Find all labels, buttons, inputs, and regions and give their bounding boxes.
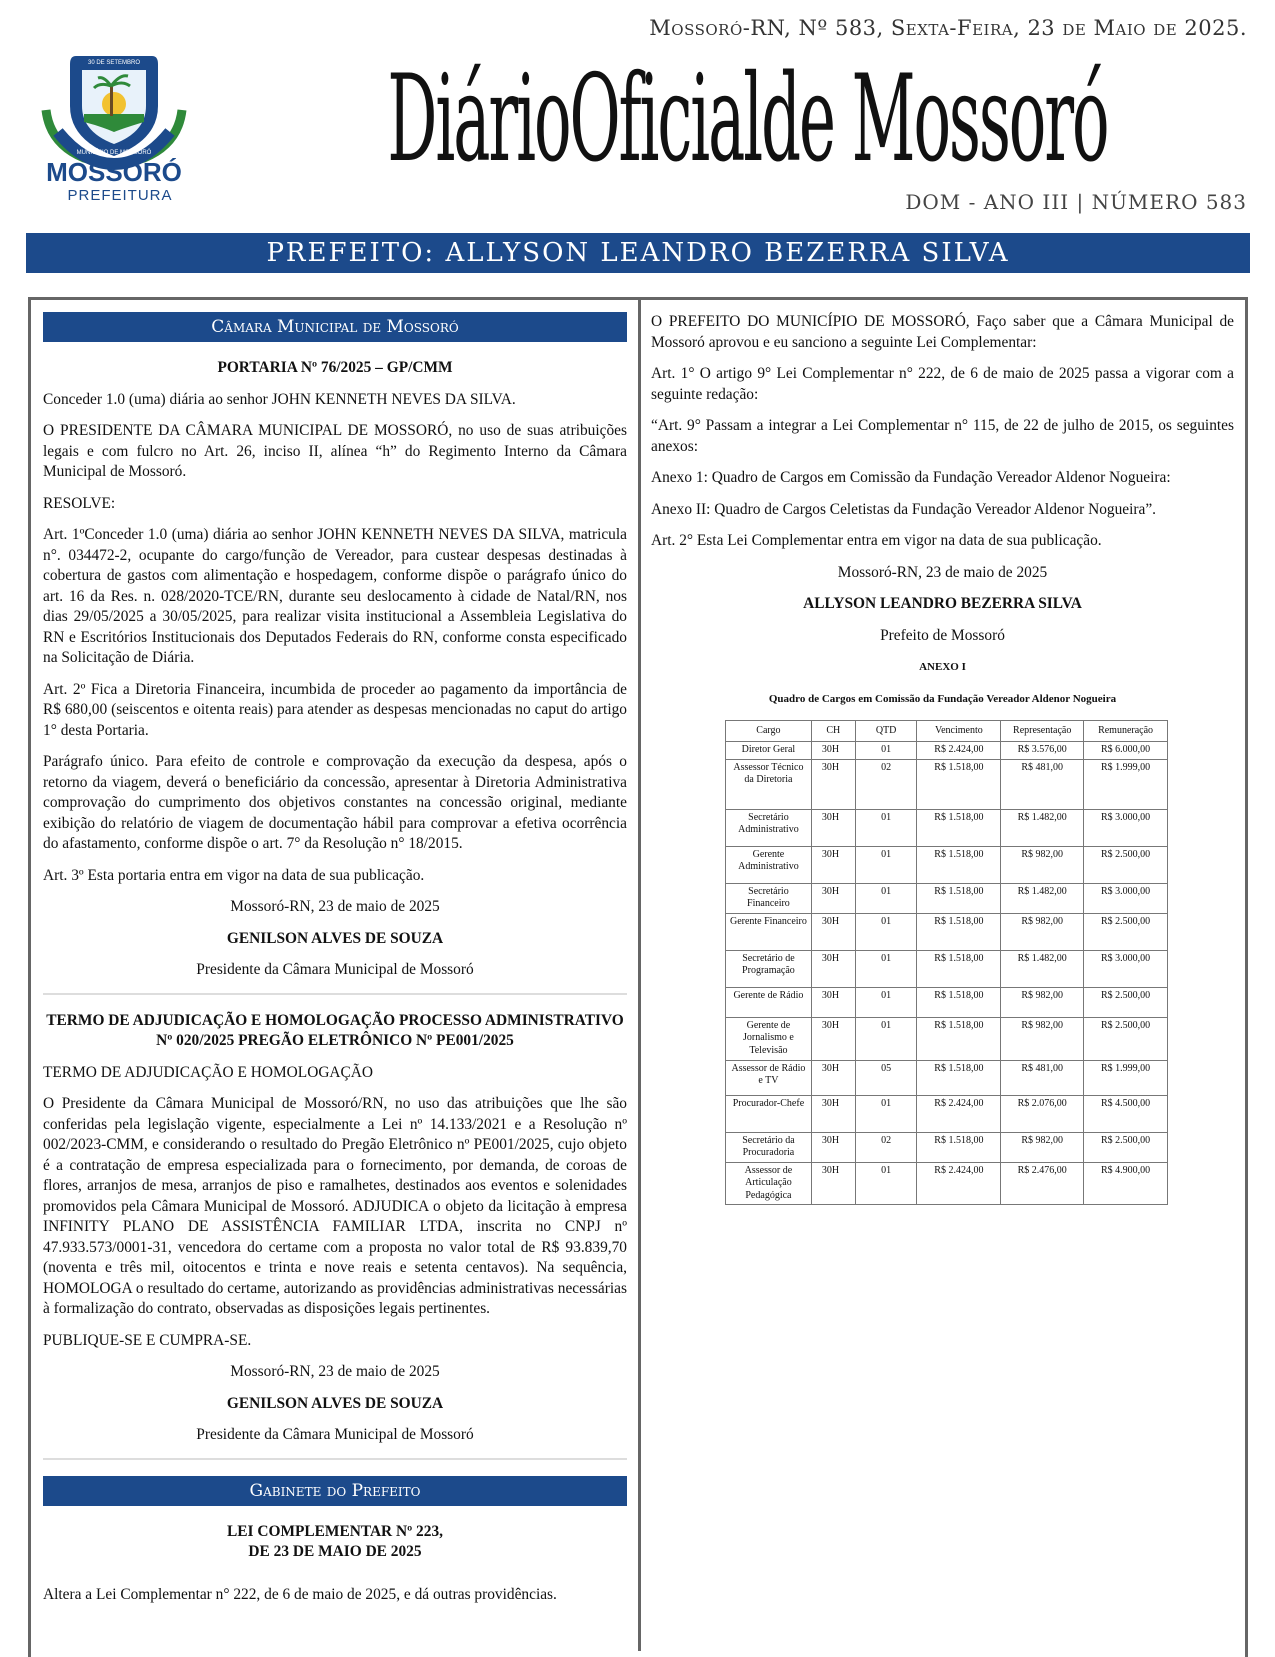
cell-qtd: 02 <box>855 1132 917 1162</box>
shield-emblem-icon <box>46 56 182 164</box>
termo-title: TERMO DE ADJUDICAÇÃO E HOMOLOGAÇÃO PROCESSO ADMINISTRATIVO Nº 020/2025 PREGÃO ELETRÔNICO Nº PE001/2025 <box>46 1011 624 1049</box>
cell-qtd: 01 <box>855 1095 917 1132</box>
cell-remuneracao: R$ 4.900,00 <box>1084 1162 1168 1205</box>
annex-header-qtd: QTD <box>855 721 917 742</box>
table-row <box>726 1095 1168 1132</box>
cell-qtd: 01 <box>855 950 917 987</box>
logo-ribbon-text: MUNICÍPIO DE MOSSORÓ <box>76 150 152 156</box>
cell-representacao: R$ 982,00 <box>1001 1132 1084 1162</box>
section-divider <box>43 993 627 995</box>
annex-header-representacao: Representação <box>1001 721 1084 742</box>
cell-remuneracao: R$ 2.500,00 <box>1084 913 1168 950</box>
cell-ch: 30H <box>811 759 855 809</box>
portaria-signer: GENILSON ALVES DE SOUZA <box>226 929 444 947</box>
portaria-art2: Art. 2º Fica a Diretoria Financeira, incumbida de proceder ao pagamento da importância de R$ 680,00 (seiscentos e oitenta reais) para atender as despesas mencionadas no caput do artigo 1° desta Portaria. <box>43 680 627 739</box>
cell-representacao: R$ 2.076,00 <box>1001 1095 1084 1132</box>
cell-vencimento: R$ 1.518,00 <box>917 913 1001 950</box>
cell-cargo: Assessor de Rádio e TV <box>726 1060 812 1095</box>
cell-ch: 30H <box>811 987 855 1017</box>
lei-art9-quote: “Art. 9° Passam a integrar a Lei Complementar n° 115, de 22 de julho de 2015, os seguintes anexos: <box>651 417 1234 455</box>
cell-vencimento: R$ 1.518,00 <box>917 1017 1001 1060</box>
cell-representacao: R$ 481,00 <box>1001 759 1084 809</box>
cell-ch: 30H <box>811 846 855 883</box>
cell-remuneracao: R$ 2.500,00 <box>1084 987 1168 1017</box>
cell-vencimento: R$ 1.518,00 <box>917 809 1001 846</box>
cell-representacao: R$ 982,00 <box>1001 1017 1084 1060</box>
lei-title-line2: DE 23 DE MAIO DE 2025 <box>248 1543 422 1560</box>
cell-vencimento: R$ 2.424,00 <box>917 1095 1001 1132</box>
cell-qtd: 01 <box>855 742 917 760</box>
table-row <box>726 987 1168 1017</box>
lei-place-date: Mossoró-RN, 23 de maio de 2025 <box>837 563 1048 581</box>
lei-art2: Art. 2° Esta Lei Complementar entra em vigor na data de sua publicação. <box>651 532 1102 549</box>
cell-qtd: 01 <box>855 913 917 950</box>
cell-vencimento: R$ 1.518,00 <box>917 987 1001 1017</box>
portaria-summary: Conceder 1.0 (uma) diária ao senhor JOHN KENNETH NEVES DA SILVA. <box>43 390 516 408</box>
cell-qtd: 01 <box>855 987 917 1017</box>
portaria-place-date: Mossoró-RN, 23 de maio de 2025 <box>230 898 440 915</box>
mayor-banner: PREFEITO: ALLYSON LEANDRO BEZERRA SILVA <box>26 233 1250 273</box>
table-row <box>726 809 1168 846</box>
termo-place-date: Mossoró-RN, 23 de maio de 2025 <box>230 1363 440 1380</box>
cell-representacao: R$ 1.482,00 <box>1001 883 1084 913</box>
section-header-camara: Câmara Municipal de Mossoró <box>43 312 627 342</box>
portaria-title: PORTARIA Nº 76/2025 – GP/CMM <box>217 359 453 376</box>
cell-remuneracao: R$ 4.500,00 <box>1084 1095 1168 1132</box>
cell-qtd: 01 <box>855 809 917 846</box>
termo-subtitle: TERMO DE ADJUDICAÇÃO E HOMOLOGAÇÃO <box>43 1063 374 1081</box>
cell-cargo: Secretário da Procuradoria <box>726 1132 812 1162</box>
cell-cargo: Assessor de Articulação Pedagógica <box>726 1162 812 1205</box>
cell-cargo: Secretário Administrativo <box>726 809 812 846</box>
table-row <box>726 913 1168 950</box>
section-divider <box>43 1458 627 1460</box>
table-row <box>726 1132 1168 1162</box>
cell-remuneracao: R$ 2.500,00 <box>1084 1132 1168 1162</box>
portaria-art3: Art. 3º Esta portaria entra em vigor na data de sua publicação. <box>43 866 425 884</box>
cell-representacao: R$ 481,00 <box>1001 1060 1084 1095</box>
cell-ch: 30H <box>811 883 855 913</box>
cell-representacao: R$ 2.476,00 <box>1001 1162 1084 1205</box>
cell-vencimento: R$ 1.518,00 <box>917 1060 1001 1095</box>
cell-vencimento: R$ 1.518,00 <box>917 759 1001 809</box>
section-header-gabinete: Gabinete do Prefeito <box>43 1476 627 1506</box>
table-row <box>726 846 1168 883</box>
termo-body: O Presidente da Câmara Municipal de Mossoró/RN, no uso das atribuições que lhe são conferidas pela legislação vigente, especialmente a Lei nº 14.133/2021 e a Resolução nº 002/2023-CMM, e considerando o resultado do Pregão Eletrônico nº PE001/2025, cujo objeto é a contratação de empresa especializada para o fornecimento, por demanda, de coroas de flores, arranjos de mesa, arranjos de piso e ramalhetes, destinados aos eventos e solenidades promovidos pela Câmara Municipal de Mossoró. ADJUDICA o objeto da licitação à empresa INFINITY PLANO DE ASSISTÊNCIA FAMILIAR LTDA, inscrita no CNPJ nº 47.933.573/0001-31, vencedora do certame com a proposta no valor total de R$ 93.839,70 (noventa e três mil, oitocentos e trinta e nove reais e setenta centavos). Na sequência, HOMOLOGA o resultado do certame, autorizando as providências administrativas necessárias à formalização do contrato, observadas as disposições legais pertinentes. <box>43 1095 627 1317</box>
cell-ch: 30H <box>811 742 855 760</box>
termo-publique: PUBLIQUE-SE E CUMPRA-SE. <box>43 1331 252 1349</box>
cell-vencimento: R$ 1.518,00 <box>917 1132 1001 1162</box>
table-row <box>726 950 1168 987</box>
annex-table <box>725 720 1168 1205</box>
cell-remuneracao: R$ 3.000,00 <box>1084 883 1168 913</box>
annex-table-body <box>726 742 1168 1205</box>
cell-cargo: Gerente Administrativo <box>726 846 812 883</box>
lei-anexo2: Anexo II: Quadro de Cargos Celetistas da Fundação Vereador Aldenor Nogueira”. <box>651 500 1157 518</box>
cell-qtd: 01 <box>855 846 917 883</box>
cell-representacao: R$ 1.482,00 <box>1001 950 1084 987</box>
cell-vencimento: R$ 1.518,00 <box>917 883 1001 913</box>
cell-cargo: Diretor Geral <box>726 742 812 760</box>
lei-signer-role: Prefeito de Mossoró <box>880 626 1005 644</box>
cell-qtd: 01 <box>855 1162 917 1205</box>
prefeitura-logo <box>24 48 204 208</box>
table-row <box>726 1017 1168 1060</box>
cell-remuneracao: R$ 3.000,00 <box>1084 950 1168 987</box>
logo-banner-text: 30 DE SETEMBRO <box>87 60 141 66</box>
portaria-paragrafo-unico: Parágrafo único. Para efeito de controle e comprovação da execução da despesa, após o retorno da viagem, deverá o beneficiário da concessão, apresentar à Diretoria Administrativa comprovação do cumprimento dos objetivos constantes na concessão original, mediante exibição do relatório de viagem de documentação hábil para comprovar a efetiva ocorrência do afastamento, conforme dispõe o art. 7° da Resolução n° 18/2015. <box>43 753 627 852</box>
table-row <box>726 1162 1168 1205</box>
portaria-signer-role: Presidente da Câmara Municipal de Mossoró <box>196 961 474 978</box>
cell-remuneracao: R$ 6.000,00 <box>1084 742 1168 760</box>
lei-ementa: Altera a Lei Complementar n° 222, de 6 de maio de 2025, e dá outras providências. <box>43 1585 557 1603</box>
cell-cargo: Secretário Financeiro <box>726 883 812 913</box>
lei-signer: ALLYSON LEANDRO BEZERRA SILVA <box>803 595 1082 612</box>
table-row <box>726 883 1168 913</box>
cell-representacao: R$ 1.482,00 <box>1001 809 1084 846</box>
portaria-art1: Art. 1ºConceder 1.0 (uma) diária ao senhor JOHN KENNETH NEVES DA SILVA, matricula n°. 034472-2, ocupante do cargo/função de Vereador, para custear despesas destinadas à cobertura de gastos com alimentação e hospedagem, conforme dispõe o parágrafo único do art. 16 da Res. n. 028/2020-TCE/RN, durante seu deslocamento à cidade de Natal/RN, nos dias 29/05/2025 a 30/05/2025, para realizar visita institucional a Assembleia Legislativa do RN e Escritórios Institucionais dos Deputados Federais do RN, conforme consta especificado na Solicitação de Diária. <box>43 526 627 666</box>
masthead <box>232 30 1262 189</box>
cell-ch: 30H <box>811 950 855 987</box>
masthead-title: DiárioOficialde Mossoró <box>386 50 1108 189</box>
column-divider <box>638 300 641 1651</box>
cell-ch: 30H <box>811 1095 855 1132</box>
cell-qtd: 01 <box>855 883 917 913</box>
cell-vencimento: R$ 1.518,00 <box>917 846 1001 883</box>
lei-title-line1: LEI COMPLEMENTAR Nº 223, <box>227 1522 443 1540</box>
cell-vencimento: R$ 2.424,00 <box>917 1162 1001 1205</box>
cell-representacao: R$ 982,00 <box>1001 987 1084 1017</box>
lei-intro: O PREFEITO DO MUNICÍPIO DE MOSSORÓ, Faço saber que a Câmara Municipal de Mossoró aprovou e eu sanciono a seguinte Lei Complementar: <box>651 313 1234 351</box>
annex-header-remuneracao: Remuneração <box>1084 721 1168 742</box>
logo-name: MOSSORÓ <box>46 157 182 187</box>
annex-header-vencimento: Vencimento <box>917 721 1001 742</box>
annex-header-cargo: Cargo <box>726 721 812 742</box>
cell-qtd: 05 <box>855 1060 917 1095</box>
cell-qtd: 01 <box>855 1017 917 1060</box>
annex-header-ch: CH <box>811 721 855 742</box>
cell-remuneracao: R$ 3.000,00 <box>1084 809 1168 846</box>
cell-qtd: 02 <box>855 759 917 809</box>
cell-ch: 30H <box>811 1060 855 1095</box>
cell-representacao: R$ 982,00 <box>1001 913 1084 950</box>
edition-number: DOM - ANO III | NÚMERO 583 <box>905 190 1247 214</box>
cell-cargo: Secretário de Programação <box>726 950 812 987</box>
cell-ch: 30H <box>811 1132 855 1162</box>
cell-cargo: Gerente de Rádio <box>726 987 812 1017</box>
cell-remuneracao: R$ 1.999,00 <box>1084 759 1168 809</box>
table-row <box>726 1060 1168 1095</box>
cell-ch: 30H <box>811 809 855 846</box>
cell-representacao: R$ 3.576,00 <box>1001 742 1084 760</box>
cell-ch: 30H <box>811 1162 855 1205</box>
table-row <box>726 759 1168 809</box>
lei-anexo1: Anexo 1: Quadro de Cargos em Comissão da Fundação Vereador Aldenor Nogueira: <box>651 469 1171 486</box>
cell-cargo: Assessor Técnico da Diretoria <box>726 759 812 809</box>
right-column <box>651 312 1234 1205</box>
cell-remuneracao: R$ 1.999,00 <box>1084 1060 1168 1095</box>
left-column <box>43 312 627 1616</box>
cell-vencimento: R$ 1.518,00 <box>917 950 1001 987</box>
cell-remuneracao: R$ 2.500,00 <box>1084 846 1168 883</box>
termo-signer-role: Presidente da Câmara Municipal de Mossoró <box>196 1426 474 1443</box>
lei-art1: Art. 1° O artigo 9° Lei Complementar n° 222, de 6 de maio de 2025 passa a vigorar com a seguinte redação: <box>651 365 1234 403</box>
cell-vencimento: R$ 2.424,00 <box>917 742 1001 760</box>
cell-ch: 30H <box>811 913 855 950</box>
cell-remuneracao: R$ 2.500,00 <box>1084 1017 1168 1060</box>
portaria-resolve: RESOLVE: <box>43 494 116 512</box>
portaria-preamble: O PRESIDENTE DA CÂMARA MUNICIPAL DE MOSSORÓ, no uso de suas atribuições legais e com fulcro no Art. 26, inciso II, alínea “h” do Regimento Interno da Câmara Municipal de Mossoró. <box>43 422 627 480</box>
cell-cargo: Procurador-Chefe <box>726 1095 812 1132</box>
issue-date-line: Mossoró-RN, Nº 583, Sexta-Feira, 23 de Maio de 2025. <box>649 16 1247 40</box>
table-row <box>726 742 1168 760</box>
annex-subtitle: Quadro de Cargos em Comissão da Fundação Vereador Aldenor Nogueira <box>768 692 1117 705</box>
cell-representacao: R$ 982,00 <box>1001 846 1084 883</box>
cell-cargo: Gerente de Jornalismo e Televisão <box>726 1017 812 1060</box>
logo-subtitle: PREFEITURA <box>67 187 173 204</box>
termo-signer: GENILSON ALVES DE SOUZA <box>226 1394 444 1412</box>
annex-table-header-row <box>726 721 1168 742</box>
annex-title: ANEXO I <box>919 661 966 673</box>
cell-ch: 30H <box>811 1017 855 1060</box>
cell-cargo: Gerente Financeiro <box>726 913 812 950</box>
